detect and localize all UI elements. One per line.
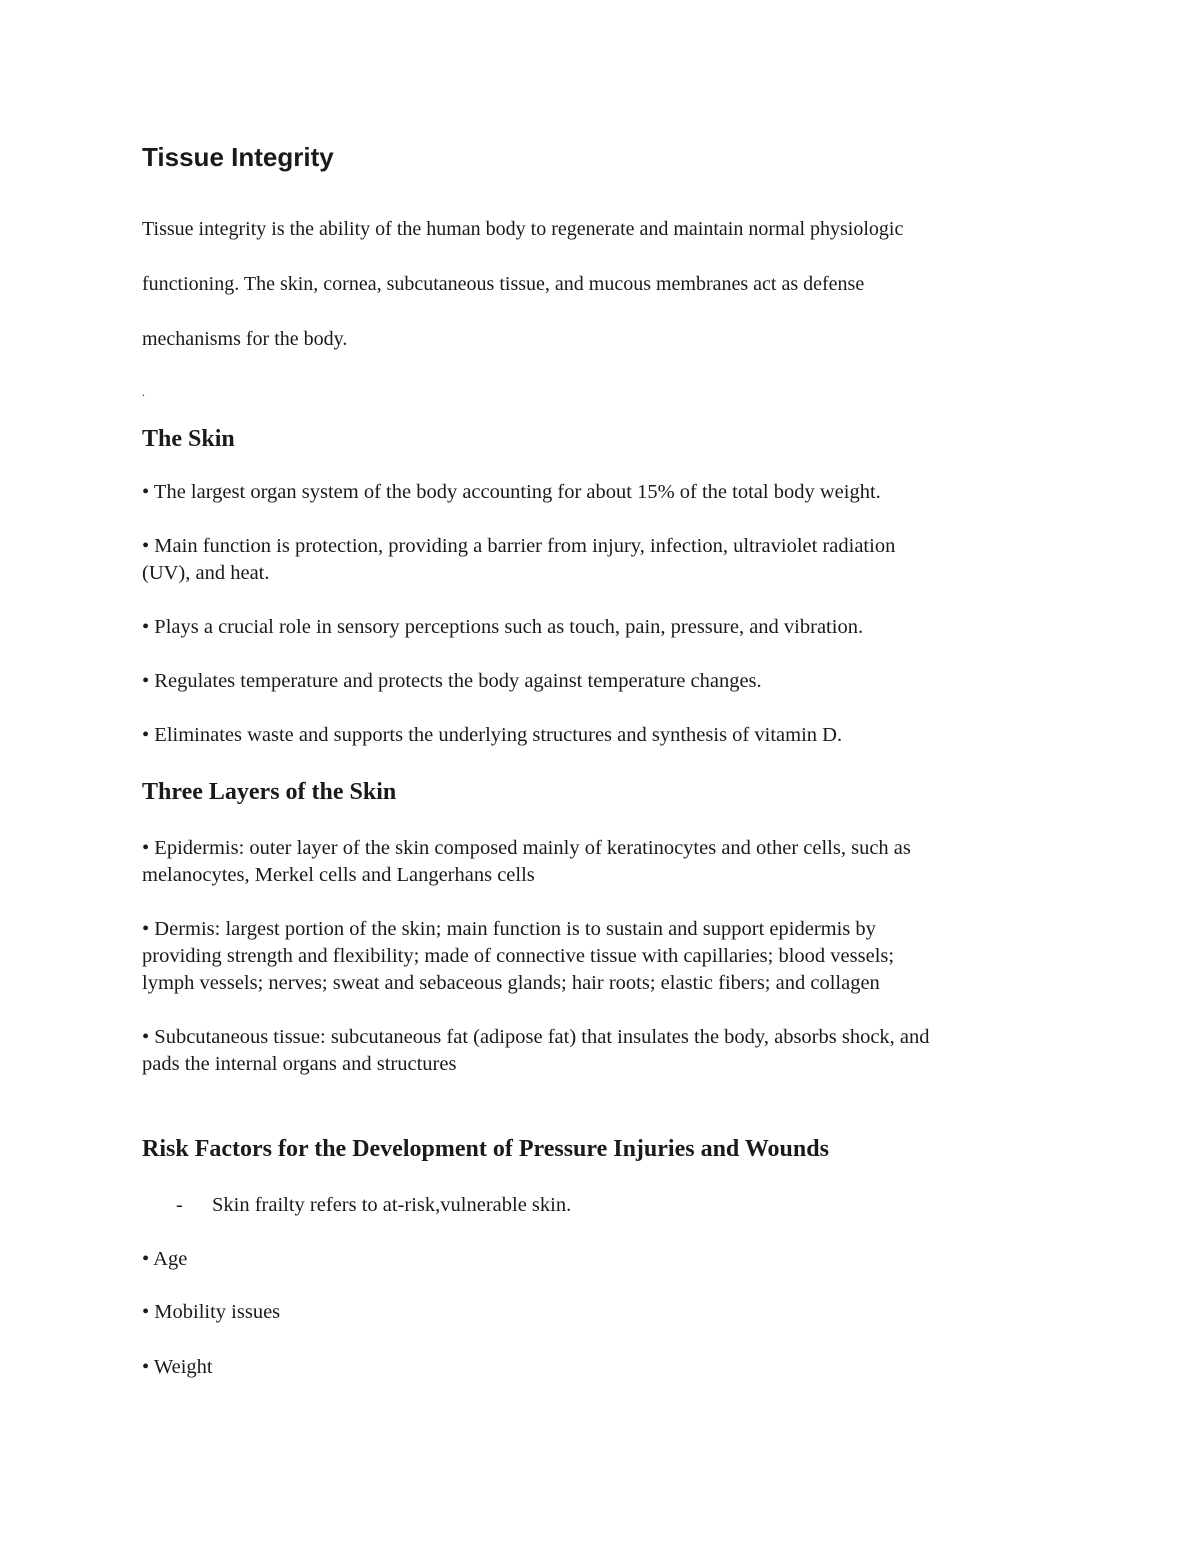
bullet-text: providing strength and flexibility; made of connective tissue with capillaries; blood vessels;	[142, 945, 895, 967]
bullet-text: • Eliminates waste and supports the underlying structures and synthesis of vitamin D.	[142, 724, 843, 746]
bullet-text: • The largest organ system of the body accounting for about 15% of the total body weight.	[142, 481, 881, 503]
separator-dot: .	[142, 385, 145, 399]
skin-bullet	[142, 533, 895, 587]
bullet-text: • Epidermis: outer layer of the skin composed mainly of keratinocytes and other cells, such as	[142, 837, 911, 859]
section-heading-risk-factors: Risk Factors for the Development of Pressure Injuries and Wounds	[142, 1136, 829, 1162]
bullet-text: • Weight	[142, 1356, 213, 1378]
intro-line: mechanisms for the body.	[142, 328, 348, 350]
section-heading-the-skin: The Skin	[142, 426, 235, 452]
bullet-text: • Main function is protection, providing a barrier from injury, infection, ultraviolet radiation	[142, 535, 896, 557]
bullet-text: pads the internal organs and structures	[142, 1053, 457, 1075]
bullet-text: • Mobility issues	[142, 1301, 281, 1323]
layer-bullet-subcutaneous	[142, 1024, 930, 1078]
bullet-text: • Subcutaneous tissue: subcutaneous fat (adipose fat) that insulates the body, absorbs shock, and	[142, 1026, 930, 1048]
skin-bullet	[142, 614, 863, 641]
intro-line: Tissue integrity is the ability of the human body to regenerate and maintain normal physiologic	[142, 218, 904, 240]
layer-bullet-dermis	[142, 916, 894, 997]
intro-line: functioning. The skin, cornea, subcutaneous tissue, and mucous membranes act as defense	[142, 273, 865, 295]
bullet-text: lymph vessels; nerves; sweat and sebaceous glands; hair roots; elastic fibers; and collagen	[142, 972, 880, 994]
layer-bullet-epidermis	[142, 835, 911, 889]
risk-bullet	[142, 1246, 187, 1273]
bullet-text: melanocytes, Merkel cells and Langerhans cells	[142, 864, 535, 886]
section-heading-three-layers: Three Layers of the Skin	[142, 779, 397, 805]
intro-paragraph	[142, 202, 1062, 367]
risk-dash-item	[176, 1192, 571, 1219]
bullet-text: • Dermis: largest portion of the skin; main function is to sustain and support epidermis by	[142, 918, 876, 940]
bullet-text: • Plays a crucial role in sensory perceptions such as touch, pain, pressure, and vibration.	[142, 616, 864, 638]
skin-bullet	[142, 479, 881, 506]
risk-bullet	[142, 1299, 280, 1326]
dash-text: Skin frailty refers to at-risk,vulnerable skin.	[212, 1194, 572, 1216]
skin-bullet	[142, 722, 842, 749]
bullet-text: • Regulates temperature and protects the body against temperature changes.	[142, 670, 762, 692]
bullet-text: • Age	[142, 1248, 188, 1270]
dash-marker: -	[176, 1194, 183, 1216]
bullet-text: (UV), and heat.	[142, 562, 270, 584]
skin-bullet	[142, 668, 762, 695]
page-title: Tissue Integrity	[142, 142, 334, 172]
risk-bullet	[142, 1354, 213, 1381]
